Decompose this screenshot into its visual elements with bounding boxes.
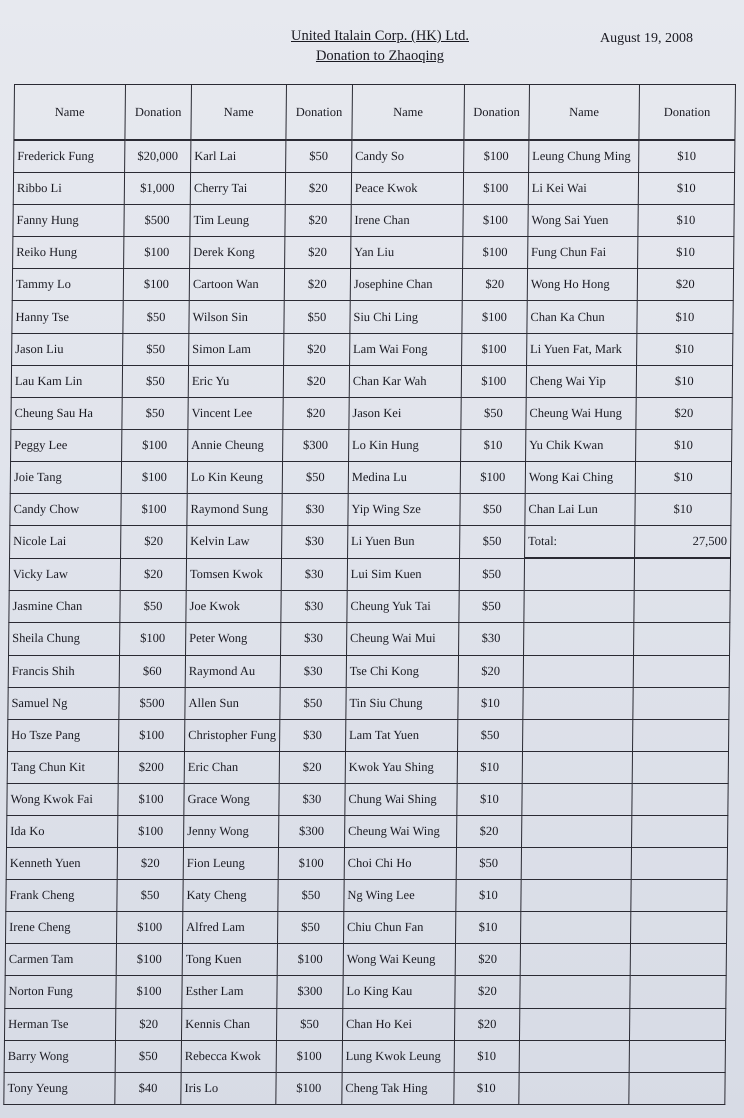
donor-name: Lam Tat Yuen bbox=[345, 719, 457, 751]
donation-amount: $20 bbox=[117, 848, 183, 880]
empty-cell bbox=[630, 976, 726, 1008]
donor-name: Kenneth Yuen bbox=[6, 848, 117, 880]
donor-name: Joe Kwok bbox=[186, 591, 281, 623]
donation-amount: $20 bbox=[283, 333, 349, 365]
donation-amount: $50 bbox=[459, 558, 524, 591]
table-row bbox=[9, 623, 730, 655]
empty-cell bbox=[630, 944, 726, 976]
empty-cell bbox=[521, 815, 631, 847]
donation-amount: $1,000 bbox=[124, 173, 190, 205]
donation-amount: $30 bbox=[281, 591, 347, 623]
donor-name: Vincent Lee bbox=[188, 397, 283, 429]
donor-name: Jasmine Chan bbox=[9, 591, 120, 623]
name-column-header: Name bbox=[14, 85, 126, 141]
table-row bbox=[11, 429, 732, 461]
table-row bbox=[9, 558, 730, 591]
empty-cell bbox=[524, 558, 634, 591]
donor-name: Nicole Lai bbox=[10, 526, 121, 559]
donor-name: Herman Tse bbox=[4, 1008, 115, 1040]
donor-name: Cherry Tai bbox=[190, 173, 285, 205]
donor-name: Peter Wong bbox=[186, 623, 281, 655]
document-subtitle: Donation to Zhaoqing bbox=[315, 48, 445, 64]
donor-name: Irene Cheng bbox=[5, 912, 116, 944]
donor-name: Allen Sun bbox=[185, 687, 280, 719]
table-row bbox=[4, 1040, 725, 1072]
donation-amount: $100 bbox=[276, 1072, 342, 1104]
donation-amount: $20 bbox=[285, 205, 351, 237]
donor-name: Fanny Hung bbox=[13, 205, 124, 237]
donor-name: Joie Tang bbox=[10, 461, 121, 493]
donation-amount: $100 bbox=[278, 848, 344, 880]
donation-amount: $10 bbox=[456, 880, 521, 912]
donor-name: Barry Wong bbox=[4, 1040, 115, 1072]
empty-cell bbox=[633, 655, 729, 687]
donation-amount: $20 bbox=[283, 397, 349, 429]
table-row bbox=[8, 719, 729, 751]
donor-name: Ida Ko bbox=[7, 815, 118, 847]
donor-name: Reiko Hung bbox=[13, 237, 124, 269]
donation-amount: $30 bbox=[281, 558, 347, 591]
donation-amount: $10 bbox=[454, 1072, 519, 1104]
donation-amount: $20 bbox=[455, 976, 520, 1008]
donation-amount: $50 bbox=[459, 591, 524, 623]
empty-cell bbox=[629, 1008, 725, 1040]
donor-name: Esther Lam bbox=[182, 976, 277, 1008]
donation-amount: $10 bbox=[636, 365, 732, 397]
name-column-header: Name bbox=[352, 85, 465, 141]
donor-name: Fung Chun Fai bbox=[527, 237, 637, 269]
donation-amount: $30 bbox=[458, 623, 523, 655]
donation-amount: $50 bbox=[276, 1008, 342, 1040]
table-row bbox=[11, 365, 732, 397]
donor-name: Derek Kong bbox=[190, 237, 285, 269]
donation-amount: $50 bbox=[115, 1040, 181, 1072]
empty-cell bbox=[520, 912, 630, 944]
donation-amount: $100 bbox=[118, 783, 184, 815]
donor-name: Tse Chi Kong bbox=[346, 655, 458, 687]
donation-amount: $50 bbox=[456, 848, 521, 880]
donation-amount: $200 bbox=[118, 751, 184, 783]
table-row bbox=[12, 301, 733, 333]
donation-amount: $100 bbox=[118, 815, 184, 847]
donation-amount: $100 bbox=[461, 365, 526, 397]
donation-amount: $30 bbox=[280, 655, 346, 687]
table-row bbox=[12, 269, 733, 301]
donor-name: Katy Cheng bbox=[183, 880, 278, 912]
empty-cell bbox=[631, 848, 727, 880]
donor-name: Lo Kin Keung bbox=[187, 461, 282, 493]
donation-amount: $20 bbox=[121, 526, 187, 559]
company-name: United Italain Corp. (HK) Ltd. bbox=[291, 28, 469, 44]
donor-name: Li Yuen Fat, Mark bbox=[526, 333, 636, 365]
donor-name: Cheng Wai Yip bbox=[526, 365, 636, 397]
empty-cell bbox=[524, 591, 634, 623]
donation-amount: $20 bbox=[462, 269, 527, 301]
donor-name: Siu Chi Ling bbox=[350, 301, 462, 333]
donor-name: Kwok Yau Shing bbox=[345, 751, 457, 783]
donor-name: Jason Kei bbox=[349, 397, 461, 429]
donor-name: Raymond Au bbox=[185, 655, 280, 687]
donor-name: Cheung Sau Ha bbox=[11, 397, 122, 429]
donor-name: Ribbo Li bbox=[13, 173, 124, 205]
donation-amount: $100 bbox=[116, 944, 182, 976]
donor-name: Lo Kin Hung bbox=[348, 429, 460, 461]
donor-name: Lau Kam Lin bbox=[11, 365, 122, 397]
donor-name: Wilson Sin bbox=[189, 301, 284, 333]
donation-amount: $100 bbox=[463, 205, 528, 237]
donation-amount: $20,000 bbox=[125, 140, 191, 173]
donor-name: Kelvin Law bbox=[187, 526, 282, 559]
donation-amount: $50 bbox=[122, 365, 188, 397]
donation-amount: $100 bbox=[463, 173, 528, 205]
donation-amount: $300 bbox=[282, 429, 348, 461]
donation-amount: $50 bbox=[285, 140, 351, 173]
empty-cell bbox=[629, 1072, 725, 1104]
donor-name: Rebecca Kwok bbox=[181, 1040, 276, 1072]
donation-amount: $10 bbox=[457, 783, 522, 815]
donation-column-header: Donation bbox=[286, 85, 353, 141]
empty-cell bbox=[633, 687, 729, 719]
donation-amount: $500 bbox=[119, 687, 185, 719]
table-row bbox=[10, 461, 731, 493]
donation-amount: $100 bbox=[120, 623, 186, 655]
empty-cell bbox=[632, 719, 728, 751]
donor-name: Cheung Wai Hung bbox=[526, 397, 636, 429]
donor-name: Leung Chung Ming bbox=[528, 140, 638, 173]
donor-name: Candy So bbox=[351, 140, 463, 173]
donor-name: Chan Lai Lun bbox=[525, 494, 635, 526]
donation-amount: $20 bbox=[279, 751, 345, 783]
donation-amount: $100 bbox=[462, 301, 527, 333]
donation-amount: $40 bbox=[115, 1072, 181, 1104]
donation-amount: $20 bbox=[637, 269, 733, 301]
donor-name: Cheung Wai Mui bbox=[346, 623, 458, 655]
donor-name: Grace Wong bbox=[184, 783, 279, 815]
donor-name: Medina Lu bbox=[348, 461, 460, 493]
donation-amount: $100 bbox=[461, 333, 526, 365]
empty-cell bbox=[521, 880, 631, 912]
donation-amount: $50 bbox=[457, 719, 522, 751]
donor-name: Yan Liu bbox=[350, 237, 462, 269]
donation-amount: $50 bbox=[122, 397, 188, 429]
empty-cell bbox=[522, 719, 632, 751]
donation-amount: $30 bbox=[282, 494, 348, 526]
donation-amount: $10 bbox=[454, 1040, 519, 1072]
empty-cell bbox=[523, 687, 633, 719]
donor-name: Wong Kai Ching bbox=[525, 461, 635, 493]
table-row bbox=[13, 237, 734, 269]
donor-name: Karl Lai bbox=[191, 140, 286, 173]
donation-table bbox=[3, 84, 736, 1105]
donation-amount: $20 bbox=[636, 397, 732, 429]
table-row bbox=[7, 751, 728, 783]
donor-name: Cartoon Wan bbox=[189, 269, 284, 301]
table-row bbox=[14, 140, 735, 173]
empty-cell bbox=[633, 623, 729, 655]
donation-amount: $30 bbox=[279, 719, 345, 751]
empty-cell bbox=[629, 1040, 725, 1072]
donor-name: Christopher Fung bbox=[185, 719, 280, 751]
table-row bbox=[5, 912, 726, 944]
donor-name: Chiu Chun Fan bbox=[343, 912, 455, 944]
donation-amount: $20 bbox=[454, 1008, 519, 1040]
donor-name: Cheung Wai Wing bbox=[344, 815, 456, 847]
empty-cell bbox=[630, 912, 726, 944]
donation-amount: $10 bbox=[455, 912, 520, 944]
empty-cell bbox=[631, 815, 727, 847]
empty-cell bbox=[632, 783, 728, 815]
donation-amount: $10 bbox=[638, 205, 734, 237]
donor-name: Yu Chik Kwan bbox=[525, 429, 635, 461]
table-row bbox=[12, 333, 733, 365]
donation-amount: $10 bbox=[638, 173, 734, 205]
donation-amount: $100 bbox=[463, 140, 528, 173]
donor-name: Ho Tsze Pang bbox=[8, 719, 119, 751]
donation-amount: $60 bbox=[119, 655, 185, 687]
total-label: Total: bbox=[524, 526, 634, 559]
donation-amount: $20 bbox=[455, 944, 520, 976]
donor-name: Candy Chow bbox=[10, 494, 121, 526]
table-row bbox=[8, 687, 729, 719]
table-row bbox=[4, 1008, 725, 1040]
donation-amount: $10 bbox=[635, 429, 731, 461]
donor-name: Vicky Law bbox=[9, 558, 120, 591]
donor-name: Wong Kwok Fai bbox=[7, 783, 118, 815]
table-row bbox=[13, 173, 734, 205]
donor-name: Jason Liu bbox=[12, 333, 123, 365]
donation-amount: $500 bbox=[124, 205, 190, 237]
donor-name: Simon Lam bbox=[189, 333, 284, 365]
header-row bbox=[14, 85, 735, 141]
donation-amount: $100 bbox=[119, 719, 185, 751]
donor-name: Li Kei Wai bbox=[528, 173, 638, 205]
table-row bbox=[7, 783, 728, 815]
donation-amount: $30 bbox=[281, 526, 347, 559]
donor-name: Frederick Fung bbox=[14, 140, 125, 173]
donor-name: Chung Wai Shing bbox=[345, 783, 457, 815]
donation-amount: $50 bbox=[460, 494, 525, 526]
donor-name: Wong Sai Yuen bbox=[528, 205, 638, 237]
donor-name: Frank Cheng bbox=[6, 880, 117, 912]
donation-amount: $20 bbox=[456, 815, 521, 847]
donor-name: Fion Leung bbox=[183, 848, 278, 880]
donor-name: Tong Kuen bbox=[182, 944, 277, 976]
donation-amount: $10 bbox=[458, 687, 523, 719]
table-row bbox=[6, 880, 727, 912]
donor-name: Tony Yeung bbox=[4, 1072, 115, 1104]
donor-name: Tomsen Kwok bbox=[186, 558, 281, 591]
donor-name: Chan Ka Chun bbox=[527, 301, 637, 333]
donation-amount: $10 bbox=[457, 751, 522, 783]
donor-name: Sheila Chung bbox=[9, 623, 120, 655]
empty-cell bbox=[519, 1008, 629, 1040]
table-row bbox=[6, 848, 727, 880]
donation-amount: $100 bbox=[121, 494, 187, 526]
donation-amount: $10 bbox=[638, 140, 734, 173]
donation-amount: $20 bbox=[284, 237, 350, 269]
donor-name: Eric Chan bbox=[184, 751, 279, 783]
donation-column-header: Donation bbox=[464, 85, 530, 141]
donation-amount: $20 bbox=[284, 269, 350, 301]
donation-amount: $50 bbox=[461, 397, 526, 429]
donation-amount: $50 bbox=[277, 912, 343, 944]
table-row bbox=[5, 944, 726, 976]
donation-amount: $100 bbox=[276, 1040, 342, 1072]
empty-cell bbox=[519, 1040, 629, 1072]
donation-amount: $50 bbox=[284, 301, 350, 333]
donation-amount: $30 bbox=[280, 623, 346, 655]
donation-amount: $300 bbox=[277, 976, 343, 1008]
donation-amount: $100 bbox=[123, 269, 189, 301]
donor-name: Tim Leung bbox=[190, 205, 285, 237]
donation-column-header: Donation bbox=[125, 85, 192, 141]
donor-name: Kennis Chan bbox=[181, 1008, 276, 1040]
donor-name: Tammy Lo bbox=[12, 269, 123, 301]
table-row bbox=[10, 494, 731, 526]
donor-name: Josephine Chan bbox=[350, 269, 462, 301]
table-row bbox=[9, 591, 730, 623]
donor-name: Samuel Ng bbox=[8, 687, 119, 719]
empty-cell bbox=[522, 751, 632, 783]
donation-amount: $100 bbox=[460, 461, 525, 493]
donor-name: Irene Chan bbox=[351, 205, 463, 237]
document-title-block bbox=[250, 26, 510, 66]
donation-amount: $10 bbox=[636, 333, 732, 365]
donor-name: Peggy Lee bbox=[11, 429, 122, 461]
donor-name: Lui Sim Kuen bbox=[347, 558, 459, 591]
empty-cell bbox=[519, 1072, 629, 1104]
empty-cell bbox=[523, 623, 633, 655]
table-row bbox=[5, 976, 726, 1008]
donation-amount: $50 bbox=[117, 880, 183, 912]
donation-amount: $100 bbox=[122, 429, 188, 461]
donor-name: Yip Wing Sze bbox=[348, 494, 460, 526]
donation-amount: $300 bbox=[278, 815, 344, 847]
donation-amount: $20 bbox=[283, 365, 349, 397]
table-row bbox=[11, 397, 732, 429]
donor-name: Iris Lo bbox=[181, 1072, 276, 1104]
donor-name: Li Yuen Bun bbox=[347, 526, 459, 559]
empty-cell bbox=[521, 848, 631, 880]
donation-amount: $20 bbox=[285, 173, 351, 205]
donation-amount: $100 bbox=[462, 237, 527, 269]
total-amount: 27,500 bbox=[634, 526, 730, 559]
donation-amount: $100 bbox=[116, 912, 182, 944]
empty-cell bbox=[520, 944, 630, 976]
empty-cell bbox=[520, 976, 630, 1008]
donor-name: Raymond Sung bbox=[187, 494, 282, 526]
donation-amount: $50 bbox=[280, 687, 346, 719]
donation-amount: $10 bbox=[635, 494, 731, 526]
donor-name: Hanny Tse bbox=[12, 301, 123, 333]
donor-name: Tin Siu Chung bbox=[346, 687, 458, 719]
donor-name: Chan Ho Kei bbox=[342, 1008, 454, 1040]
table-row bbox=[4, 1072, 725, 1104]
donor-name: Cheng Tak Hing bbox=[342, 1072, 454, 1104]
donor-name: Tang Chun Kit bbox=[7, 751, 118, 783]
name-column-header: Name bbox=[191, 85, 286, 141]
donor-name: Wong Ho Hong bbox=[527, 269, 637, 301]
donor-name: Annie Cheung bbox=[188, 429, 283, 461]
donor-name: Wong Wai Keung bbox=[343, 944, 455, 976]
donation-amount: $50 bbox=[123, 301, 189, 333]
donor-name: Norton Fung bbox=[5, 976, 116, 1008]
donor-name: Francis Shih bbox=[8, 655, 119, 687]
empty-cell bbox=[634, 558, 730, 591]
donation-amount: $100 bbox=[124, 237, 190, 269]
empty-cell bbox=[632, 751, 728, 783]
donation-amount: $100 bbox=[116, 976, 182, 1008]
donation-amount: $10 bbox=[637, 237, 733, 269]
donation-amount: $20 bbox=[120, 558, 186, 591]
donor-name: Chan Kar Wah bbox=[349, 365, 461, 397]
donor-name: Cheung Yuk Tai bbox=[347, 591, 459, 623]
donation-amount: $10 bbox=[635, 461, 731, 493]
donor-name: Peace Kwok bbox=[351, 173, 463, 205]
empty-cell bbox=[522, 783, 632, 815]
donor-name: Eric Yu bbox=[188, 365, 283, 397]
name-column-header: Name bbox=[529, 85, 640, 141]
donation-amount: $50 bbox=[120, 591, 186, 623]
donation-amount: $50 bbox=[459, 526, 524, 559]
empty-cell bbox=[631, 880, 727, 912]
donor-name: Alfred Lam bbox=[182, 912, 277, 944]
donation-amount: $30 bbox=[279, 783, 345, 815]
donation-amount: $100 bbox=[121, 461, 187, 493]
donor-name: Jenny Wong bbox=[184, 815, 279, 847]
donor-name: Ng Wing Lee bbox=[344, 880, 456, 912]
donation-amount: $50 bbox=[278, 880, 344, 912]
donation-column-header: Donation bbox=[639, 85, 736, 141]
donor-name: Lung Kwok Leung bbox=[342, 1040, 454, 1072]
donor-name: Lo King Kau bbox=[343, 976, 455, 1008]
donation-amount: $20 bbox=[458, 655, 523, 687]
donation-amount: $100 bbox=[277, 944, 343, 976]
donation-amount: $50 bbox=[123, 333, 189, 365]
table-row bbox=[8, 655, 729, 687]
donation-amount: $50 bbox=[282, 461, 348, 493]
donation-amount: $10 bbox=[637, 301, 733, 333]
empty-cell bbox=[634, 591, 730, 623]
document-date: August 19, 2008 bbox=[600, 31, 693, 46]
empty-cell bbox=[523, 655, 633, 687]
donor-name: Carmen Tam bbox=[5, 944, 116, 976]
donor-name: Choi Chi Ho bbox=[344, 848, 456, 880]
table-row bbox=[7, 815, 728, 847]
donor-name: Lam Wai Fong bbox=[349, 333, 461, 365]
table-row bbox=[10, 526, 731, 559]
table-row bbox=[13, 205, 734, 237]
donation-amount: $20 bbox=[115, 1008, 181, 1040]
donation-amount: $10 bbox=[460, 429, 525, 461]
